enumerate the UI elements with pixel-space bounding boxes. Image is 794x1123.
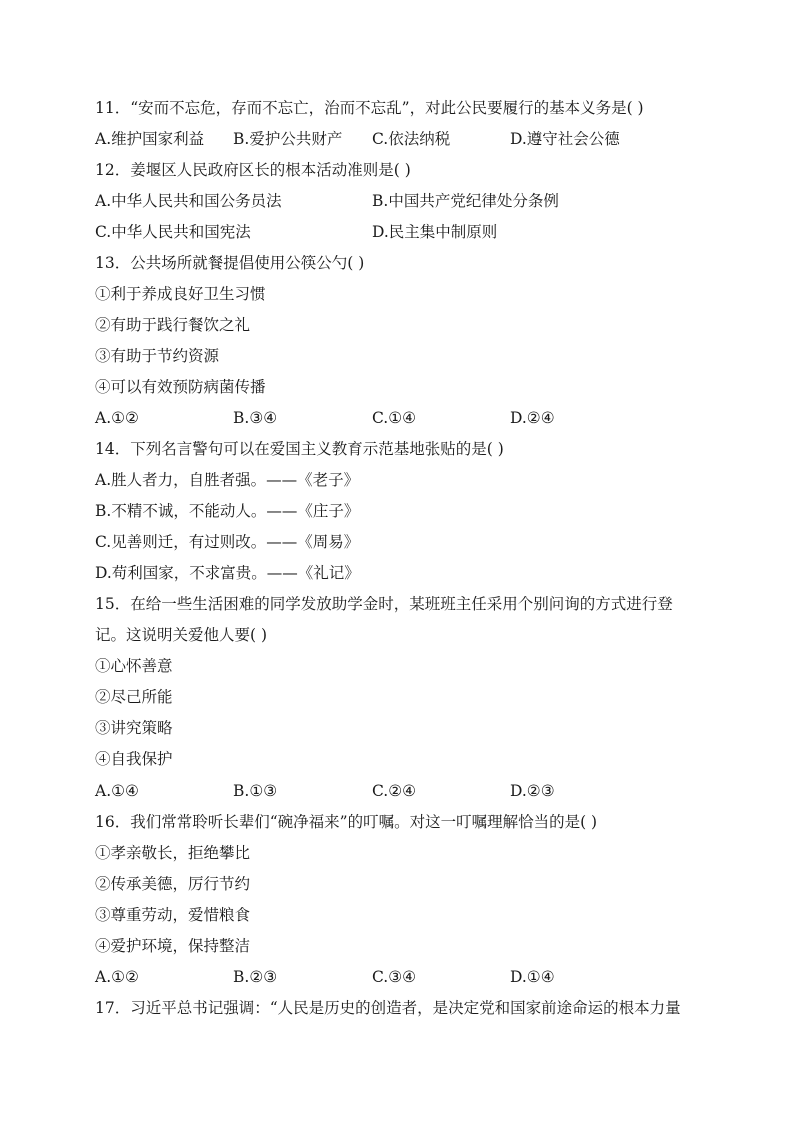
question-11-option-d: D.遵守社会公德 [510, 130, 620, 148]
question-16-option-d: D.①④ [510, 968, 555, 986]
question-12-stem: 12．姜堰区人民政府区长的根本活动准则是( ) [95, 161, 411, 179]
question-16-item-1: ①孝亲敬长，拒绝攀比 [95, 844, 251, 862]
question-16-item-4: ④爱护环境，保持整洁 [95, 937, 251, 955]
question-14-option-d: D.苟利国家，不求富贵。——《礼记》 [95, 564, 360, 582]
question-13-item-4: ④可以有效预防病菌传播 [95, 378, 266, 396]
question-14-option-b: B.不精不诚，不能动人。——《庄子》 [95, 502, 360, 520]
question-15-option-c: C.②④ [372, 782, 417, 800]
question-15-item-2: ②尽己所能 [95, 688, 173, 706]
question-11-option-c: C.依法纳税 [372, 130, 451, 148]
question-15-item-3: ③讲究策略 [95, 719, 173, 737]
question-13-option-d: D.②④ [510, 409, 555, 427]
question-11-stem: 11．“安而不忘危，存而不忘亡，治而不忘乱”，对此公民要履行的基本义务是( ) [95, 99, 644, 117]
question-13-option-b: B.③④ [233, 409, 278, 427]
question-16-item-3: ③尊重劳动，爱惜粮食 [95, 906, 251, 924]
question-14-stem: 14．下列名言警句可以在爱国主义教育示范基地张贴的是( ) [95, 440, 504, 458]
question-16-option-b: B.②③ [233, 968, 278, 986]
question-17-stem: 17．习近平总书记强调：“人民是历史的创造者，是决定党和国家前途命运的根本力量 [95, 999, 681, 1017]
question-13-stem: 13．公共场所就餐提倡使用公筷公勺( ) [95, 254, 365, 272]
question-13-option-a: A.①② [95, 409, 139, 427]
question-15-option-a: A.①④ [95, 782, 139, 800]
question-16-stem: 16．我们常常聆听长辈们“碗净福来”的叮嘱。对这一叮嘱理解恰当的是( ) [95, 813, 598, 831]
question-15-option-d: D.②③ [510, 782, 555, 800]
question-16-item-2: ②传承美德，厉行节约 [95, 875, 251, 893]
question-16-option-c: C.③④ [372, 968, 417, 986]
question-15-stem-line-1: 15．在给一些生活困难的同学发放助学金时，某班班主任采用个别问询的方式进行登 [95, 595, 673, 613]
question-13-item-1: ①利于养成良好卫生习惯 [95, 285, 266, 303]
question-13-item-3: ③有助于节约资源 [95, 347, 220, 365]
question-12-option-c: C.中华人民共和国宪法 [95, 223, 251, 241]
question-15-item-1: ①心怀善意 [95, 657, 173, 675]
question-13-item-2: ②有助于践行餐饮之礼 [95, 316, 251, 334]
question-13-option-c: C.①④ [372, 409, 417, 427]
question-15-stem-line-2: 记。这说明关爱他人要( ) [95, 626, 268, 644]
question-15-option-b: B.①③ [233, 782, 278, 800]
question-11-option-a: A.维护国家利益 [95, 130, 205, 148]
question-14-option-c: C.见善则迁，有过则改。——《周易》 [95, 533, 360, 551]
question-14-option-a: A.胜人者力，自胜者强。——《老子》 [95, 471, 360, 489]
question-12-option-d: D.民主集中制原则 [372, 223, 498, 241]
question-16-option-a: A.①② [95, 968, 139, 986]
question-12-option-b: B.中国共产党纪律处分条例 [372, 192, 559, 210]
question-11-option-b: B.爱护公共财产 [233, 130, 343, 148]
question-15-item-4: ④自我保护 [95, 750, 173, 768]
question-12-option-a: A.中华人民共和国公务员法 [95, 192, 282, 210]
